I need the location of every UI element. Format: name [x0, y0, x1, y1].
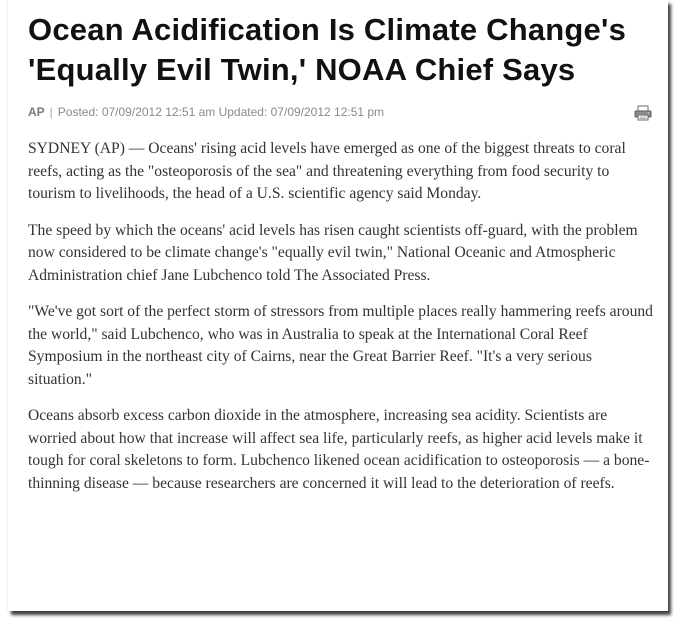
- article-frame: [8, 0, 668, 611]
- article-paragraph: "We've got sort of the perfect storm of stressors from multiple places really hammering reefs around the world," said Lubchenco, who was in Australia to speak at the International Coral Reef Symposium in the northeast city of Cairns, near the Great Barrier Reef. "It's a very serious situation.": [28, 303, 653, 388]
- article-body: [28, 138, 654, 495]
- byline-updated: Updated: 07/09/2012 12:51 pm: [218, 105, 385, 119]
- byline-source[interactable]: AP: [28, 105, 45, 119]
- byline-posted: Posted: 07/09/2012 12:51 am: [57, 105, 216, 119]
- article-paragraph: SYDNEY (AP) — Oceans' rising acid levels have emerged as one of the biggest threats to coral reefs, acting as the "osteoporosis of the sea" and threatening everything from food security to tourism to livelihoods, the head of a U.S. scientific agency said Monday.: [28, 140, 626, 202]
- article-headline: Ocean Acidification Is Climate Change's 'Equally Evil Twin,' NOAA Chief Says: [28, 12, 627, 87]
- byline-separator: |: [49, 105, 53, 119]
- article-byline: [28, 104, 656, 126]
- article-paragraph: Oceans absorb excess carbon dioxide in the atmosphere, increasing sea acidity. Scientists are worried about how that increase will affect sea life, particularly reefs, as higher acid levels make it tough for coral skeletons to form. Lubchenco likened ocean acidification to osteoporosis — a bone-thinning disease — because researchers are concerned it will lead to the deterioration of reefs.: [28, 407, 650, 492]
- article-paragraph: The speed by which the oceans' acid levels has risen caught scientists off-guard, with the problem now considered to be climate change's "equally evil twin," National Oceanic and Atmospheric Administration chief Jane Lubchenco told The Associated Press.: [28, 221, 638, 284]
- printer-icon[interactable]: [634, 105, 652, 121]
